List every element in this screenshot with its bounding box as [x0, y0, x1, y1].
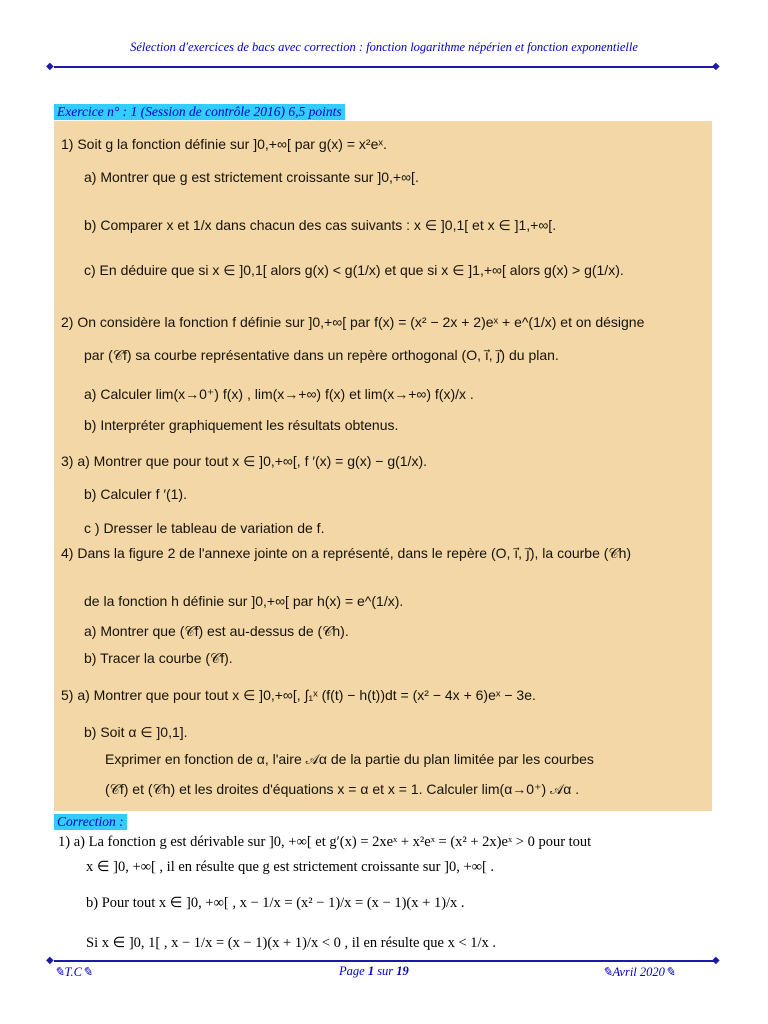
correction-title: Correction : — [54, 814, 127, 830]
question-5b-line3: (𝒞f) et (𝒞h) et les droites d'équations x = α et x = 1. Calculer lim(α→0⁺) 𝒜α . — [105, 781, 580, 797]
header-rule — [48, 62, 720, 72]
question-5b-line2: Exprimer en fonction de α, l'aire 𝒜α de la partie du plan limitée par les courbes — [105, 751, 594, 767]
correction-line-2: x ∈ ]0, +∞[ , il en résulte que g est strictement croissante sur ]0, +∞[ . — [86, 859, 495, 875]
question-3a: 3) a) Montrer que pour tout x ∈ ]0,+∞[, f ′(x) = g(x) − g(1/x). — [61, 453, 427, 469]
question-5a: 5) a) Montrer que pour tout x ∈ ]0,+∞[, ∫₁ˣ (f(t) − h(t))dt = (x² − 4x + 6)eˣ − 3e. — [61, 687, 536, 703]
correction-line-3: b) Pour tout x ∈ ]0, +∞[ , x − 1/x = (x² − 1)/x = (x − 1)(x + 1)/x . — [86, 895, 465, 911]
correction-line-1: 1) a) La fonction g est dérivable sur ]0, +∞[ et g′(x) = 2xeˣ + x²eˣ = (x² + 2x)eˣ > 0 pour tout — [58, 834, 592, 850]
question-3c: c ) Dresser le tableau de variation de f. — [84, 520, 325, 536]
document-header-title: Sélection d'exercices de bacs avec correction : fonction logarithme népérien et fonction exponentielle — [130, 40, 638, 54]
exercise-title: Exercice n° : 1 (Session de contrôle 2016) 6,5 points — [54, 104, 345, 120]
footer-author: ✎T.C✎ — [54, 965, 93, 979]
footer-page-number: Page 1 sur 19 — [339, 964, 409, 978]
question-2b: b) Interpréter graphiquement les résultats obtenus. — [84, 417, 399, 433]
question-2-cont: par (𝒞f) sa courbe représentative dans un repère orthogonal (O, i⃗, j⃗) du plan. — [84, 347, 559, 363]
arrow-right-icon: ◆ — [712, 955, 720, 966]
correction-line-4: Si x ∈ ]0, 1[ , x − 1/x = (x − 1)(x + 1)/x < 0 , il en résulte que x < 1/x . — [86, 935, 497, 951]
arrow-right-icon: ◆ — [712, 61, 720, 72]
question-4a: a) Montrer que (𝒞f) est au-dessus de (𝒞h). — [84, 623, 349, 639]
question-3b: b) Calculer f ′(1). — [84, 486, 187, 502]
footer-date: ✎Avril 2020✎ — [602, 965, 676, 979]
exercise-statement-scan — [54, 121, 712, 811]
question-1a: a) Montrer que g est strictement croissante sur ]0,+∞[. — [84, 169, 419, 185]
question-2: 2) On considère la fonction f définie sur ]0,+∞[ par f(x) = (x² − 2x + 2)eˣ + e^(1/x) et on désigne — [61, 314, 645, 330]
question-1: 1) Soit g la fonction définie sur ]0,+∞[ par g(x) = x²eˣ. — [61, 136, 387, 152]
question-1b: b) Comparer x et 1/x dans chacun des cas suivants : x ∈ ]0,1[ et x ∈ ]1,+∞[. — [84, 217, 557, 233]
arrow-left-icon: ◆ — [46, 955, 54, 966]
question-4b: b) Tracer la courbe (𝒞f). — [84, 650, 233, 666]
question-4: 4) Dans la figure 2 de l'annexe jointe on a représenté, dans le repère (O, i⃗, j⃗), la courbe (𝒞h) — [61, 545, 632, 561]
question-2a: a) Calculer lim(x→0⁺) f(x) , lim(x→+∞) f(x) et lim(x→+∞) f(x)/x . — [84, 386, 474, 402]
question-4-cont: de la fonction h définie sur ]0,+∞[ par h(x) = e^(1/x). — [84, 593, 404, 609]
question-1c: c) En déduire que si x ∈ ]0,1[ alors g(x) < g(1/x) et que si x ∈ ]1,+∞[ alors g(x) > g(1/x). — [84, 262, 624, 278]
arrow-left-icon: ◆ — [46, 61, 54, 72]
question-5b: b) Soit α ∈ ]0,1]. — [84, 724, 188, 740]
